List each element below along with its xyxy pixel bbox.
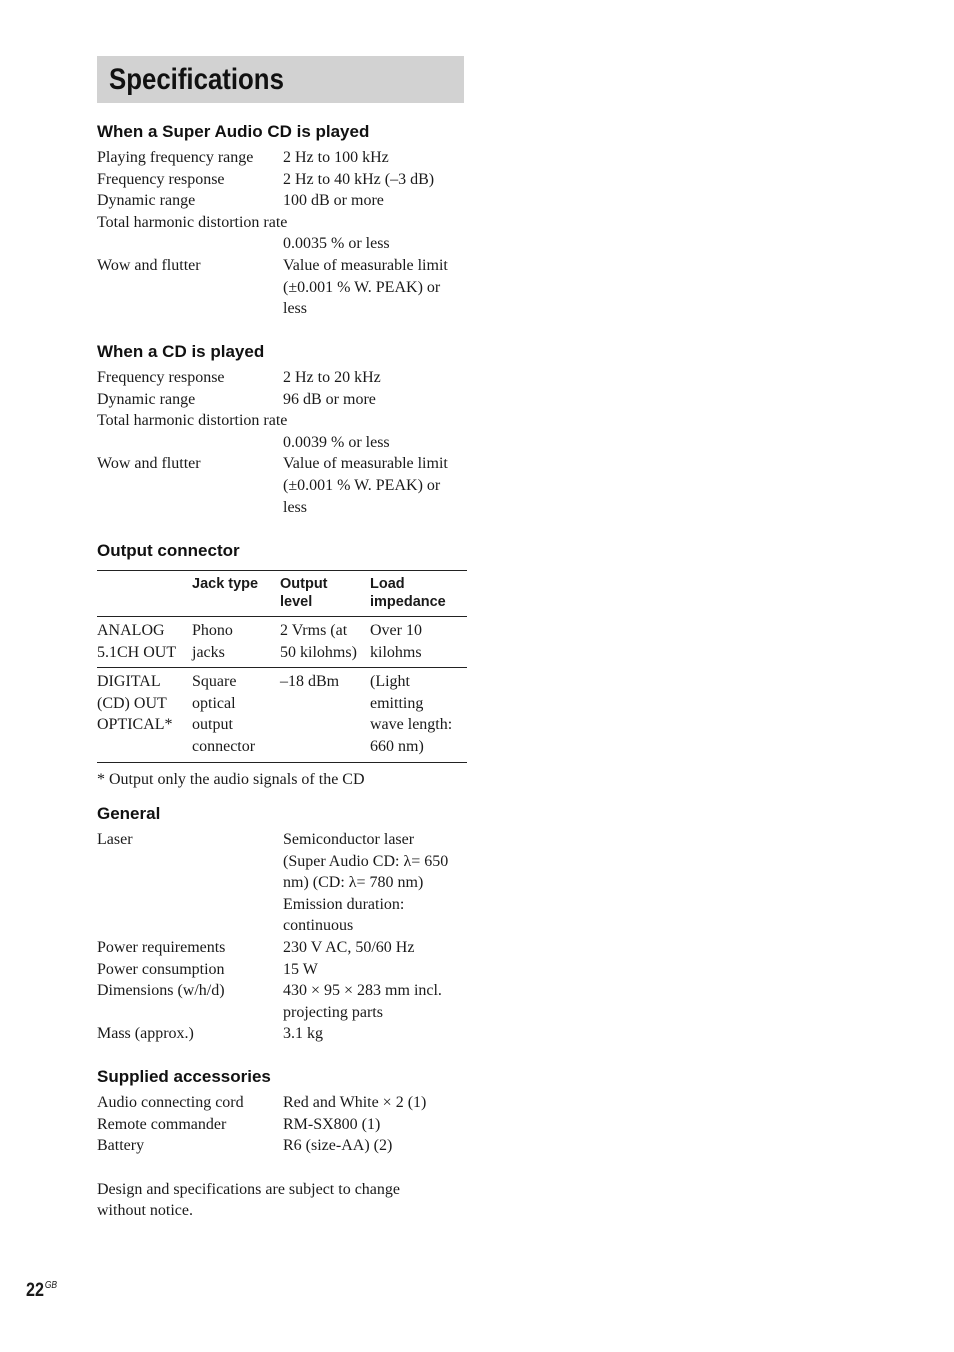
spec-value: 230 V AC, 50/60 Hz — [283, 938, 415, 956]
general-heading: General — [97, 804, 161, 823]
spec-value: projecting parts — [283, 1003, 383, 1021]
spec-value: less — [283, 300, 307, 318]
header-cell — [280, 571, 370, 617]
title-banner — [97, 56, 464, 103]
cell-text: optical — [192, 694, 236, 712]
spec-value: (Super Audio CD: λ= 650 — [283, 852, 449, 870]
cell — [97, 668, 192, 762]
spec-value: Semiconductor laser — [283, 831, 415, 848]
spec-row — [97, 937, 467, 959]
cell-text: wave length: — [370, 716, 453, 734]
spec-label: Total harmonic distortion rate — [97, 412, 288, 430]
spec-label: Laser — [97, 831, 133, 848]
spec-row — [97, 212, 467, 234]
cell-text: 5.1CH OUT — [97, 643, 177, 661]
table-row — [97, 668, 467, 762]
cell — [192, 668, 280, 762]
spec-value: 2 Hz to 100 kHz — [283, 149, 389, 166]
cell-text: kilohms — [370, 643, 422, 661]
header-jack: Jack type — [192, 576, 259, 592]
spec-label: Dynamic range — [97, 390, 196, 408]
cell-text: OPTICAL* — [97, 716, 173, 734]
table-header-row — [97, 571, 467, 617]
spec-label: Dimensions (w/h/d) — [97, 982, 225, 1000]
notice-line-1: Design and specifications are subject to change — [97, 1180, 400, 1198]
output-section — [97, 541, 467, 790]
cell-text: Over 10 — [370, 622, 422, 639]
spec-row — [97, 190, 467, 212]
spec-row — [97, 1114, 467, 1136]
spec-value: Red and White × 2 (1) — [283, 1094, 427, 1111]
cell-text: 2 Vrms (at — [280, 622, 348, 639]
page-number-value: 22 — [26, 1280, 44, 1301]
spec-label: Frequency response — [97, 170, 225, 188]
cell-text: 660 nm) — [370, 737, 424, 755]
header-cell — [97, 571, 192, 617]
header-cell — [192, 571, 280, 617]
notice-line-2: without notice. — [97, 1202, 193, 1220]
spec-label: Audio connecting cord — [97, 1094, 244, 1111]
spec-label: Wow and flutter — [97, 455, 201, 473]
header-level-2: level — [280, 594, 313, 610]
cell-text: output — [192, 716, 233, 734]
cell-text: ANALOG — [97, 622, 165, 639]
spec-value: 430 × 95 × 283 mm incl. — [283, 982, 442, 1000]
spec-value: Value of measurable limit — [283, 256, 448, 274]
spec-value: 3.1 kg — [283, 1025, 323, 1043]
spec-row — [97, 959, 467, 981]
spec-row — [97, 1023, 467, 1045]
spec-row — [97, 1135, 467, 1157]
spec-row — [97, 147, 467, 169]
spec-value: RM-SX800 (1) — [283, 1115, 381, 1133]
spec-row — [97, 980, 467, 1002]
footnote: * Output only the audio signals of the CD — [97, 770, 365, 788]
spec-label: Mass (approx.) — [97, 1025, 194, 1043]
spec-row — [97, 410, 467, 432]
cell-text: Square — [192, 673, 237, 691]
spec-value: 15 W — [283, 960, 318, 978]
cell — [280, 617, 370, 668]
spec-row — [97, 367, 467, 389]
spec-label: Frequency response — [97, 369, 225, 386]
spec-row — [97, 829, 467, 851]
spec-value: nm) (CD: λ= 780 nm) — [283, 874, 424, 892]
header-level-1: Output — [280, 576, 328, 592]
spec-value: 2 Hz to 40 kHz (–3 dB) — [283, 170, 435, 188]
accessories-section — [97, 1067, 467, 1222]
cell — [370, 668, 467, 762]
cell-text: DIGITAL — [97, 673, 161, 691]
spec-label: Power consumption — [97, 960, 225, 978]
spec-value: 2 Hz to 20 kHz — [283, 369, 381, 386]
page-number — [26, 1280, 57, 1302]
spec-value: Emission duration: — [283, 895, 405, 913]
spec-value: 100 dB or more — [283, 192, 384, 210]
output-heading: Output connector — [97, 541, 240, 560]
sacd-heading: When a Super Audio CD is played — [97, 122, 370, 141]
spec-value: 0.0035 % or less — [283, 235, 390, 253]
cell-text: (CD) OUT — [97, 694, 167, 712]
spec-label: Total harmonic distortion rate — [97, 213, 288, 231]
page-title: Specifications — [109, 63, 284, 96]
spec-value: Value of measurable limit — [283, 455, 448, 473]
page-number-suffix: GB — [44, 1280, 58, 1291]
cell — [370, 617, 467, 668]
cell — [192, 617, 280, 668]
spec-row — [97, 255, 467, 277]
spec-row — [97, 1092, 467, 1114]
cd-section — [97, 342, 467, 518]
cell-text: 50 kilohms) — [280, 643, 357, 661]
spec-value: less — [283, 498, 307, 516]
spec-value: 0.0039 % or less — [283, 433, 390, 451]
spec-label: Battery — [97, 1137, 145, 1155]
cell-text: (Light — [370, 673, 410, 691]
spec-row — [97, 453, 467, 475]
spec-label: Remote commander — [97, 1115, 227, 1133]
cell-text: Phono — [192, 622, 233, 639]
header-load-1: Load — [370, 576, 405, 592]
spec-label: Dynamic range — [97, 192, 196, 210]
header-load-2: impedance — [370, 594, 446, 610]
table-row — [97, 617, 467, 668]
spec-label: Wow and flutter — [97, 256, 201, 274]
output-table — [97, 570, 467, 763]
general-section — [97, 804, 467, 1045]
cell-text: jacks — [192, 643, 225, 661]
sacd-section — [97, 122, 467, 320]
cell-text: –18 dBm — [280, 673, 340, 691]
cell — [280, 668, 370, 762]
cd-heading: When a CD is played — [97, 342, 265, 361]
spec-value: (±0.001 % W. PEAK) or — [283, 278, 441, 296]
spec-value: R6 (size-AA) (2) — [283, 1137, 393, 1155]
accessories-heading: Supplied accessories — [97, 1067, 271, 1086]
spec-row — [97, 169, 467, 191]
cell-text: emitting — [370, 694, 424, 712]
spec-value: continuous — [283, 917, 354, 935]
spec-label: Power requirements — [97, 938, 226, 956]
spec-value: (±0.001 % W. PEAK) or — [283, 476, 441, 494]
spec-row — [97, 389, 467, 411]
header-cell — [370, 571, 467, 617]
cell — [97, 617, 192, 668]
cell-text: connector — [192, 737, 256, 755]
spec-value: 96 dB or more — [283, 390, 376, 408]
spec-label: Playing frequency range — [97, 149, 254, 166]
